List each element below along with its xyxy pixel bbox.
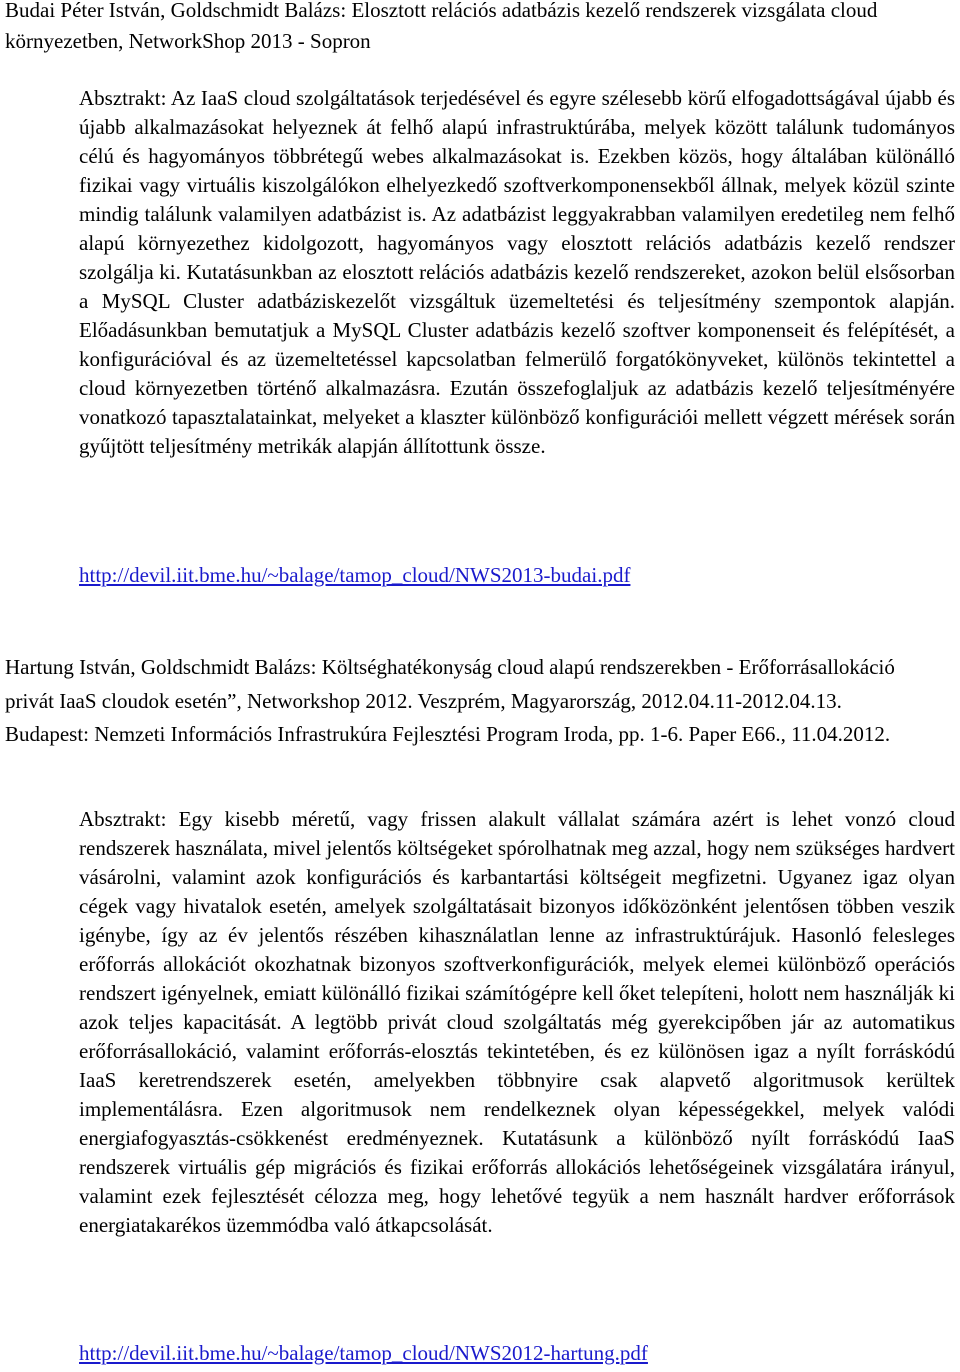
- reference-2-citation: Hartung István, Goldschmidt Balázs: Költséghatékonyság cloud alapú rendszerekben - Erőforrásallokáció privát IaaS cloudok esetén”, Networkshop 2012. Veszprém, Magyarország, 2012.04.11-2012.04.13. Budapest: Nemzeti Információs Infrastrukúra Fejlesztési Program Iroda, pp. 1-6. Paper E66., 11.04.2012.: [5, 655, 895, 746]
- reference-1-citation: Budai Péter István, Goldschmidt Balázs: Elosztott relációs adatbázis kezelő rendszerek vizsgálata cloud környezetben, NetworkShop 2013 - Sopron: [5, 0, 878, 53]
- reference-1-abstract: Absztrakt: Az IaaS cloud szolgáltatások terjedésével és egyre szélesebb körű elfogadottságával újabb és újabb alkalmazásokat helyeznek át felhő alapú infrastruktúrába, melyek között találunk tudományos célú és hagyományos többrétegű webes alkalmazásokat is. Ezekben közös, hogy általában különálló fizikai vagy virtuális kiszolgálókon elhelyezkedő szoftverkomponensekből állnak, melyek közül szinte mindig találunk valamilyen adatbázist is. Az adatbázist leggyakrabban valamilyen eredetileg nem felhő alapú környezethez kidolgozott, hagyományos vagy elosztott relációs adatbázis kezelő rendszer szolgálja ki. Kutatásunkban az elosztott relációs adatbázis kezelő rendszereket, azokon belül elsősorban a MySQL Cluster adatbáziskezelőt vizsgáltuk üzemeltetési és teljesítmény szempontok alapján. Előadásunkban bemutatjuk a MySQL Cluster adatbázis kezelő szoftver komponenseit és felépítését, a konfigurációval és az üzemeltetéssel kapcsolatban felmerülő forgatókönyveket, különös tekintettel a cloud környezetben történő alkalmazásra. Ezután összefoglaljuk az adatbázis kezelő teljesítményére vonatkozó tapasztalatainkat, melyeket a klaszter különböző konfigurációi mellett végzett mérések során gyűjtött teljesítmény metrikák alapján állítottunk össze.: [79, 86, 955, 458]
- reference-1-link[interactable]: http://devil.iit.bme.hu/~balage/tamop_cloud/NWS2013-budai.pdf: [79, 563, 631, 587]
- reference-2-link[interactable]: http://devil.iit.bme.hu/~balage/tamop_cloud/NWS2012-hartung.pdf: [79, 1341, 648, 1365]
- reference-2-abstract: Absztrakt: Egy kisebb méretű, vagy frissen alakult vállalat számára azért is lehet vonzó cloud rendszerek használata, mivel jelentős költségeket spórolhatnak meg azzal, hogy nem szükséges hardvert vásárolni, valamint azok konfigurációs és karbantartási költségeit megfizetni. Ugyanez igaz olyan cégek vagy hivatalok esetén, amelyek szolgáltatásait bizonyos időközönként jelentősen többen veszik igénybe, így az év jelentős részében kihasználatlan lenne az infrastruktúrájuk. Hasonló felesleges erőforrás allokációt okozhatnak bizonyos szoftverkonfigurációk, melyek elemei különböző operációs rendszert igényelnek, emiatt különálló fizikai számítógépre kell őket telepíteni, holott nem használják ki azok teljes kapacitását. A legtöbb privát cloud szolgáltatás még gyerekcipőben jár az automatikus erőforrásallokáció, valamint erőforrás-elosztás tekintetében, és ez különösen igaz a nyílt forráskódú IaaS keretrendszerek esetén, amelyekben többnyire csak alapvető algoritmusok kerültek implementálásra. Ezen algoritmusok nem rendelkeznek olyan képességekkel, melyek valódi energiafogyasztás-csökkenést eredményeznek. Kutatásunk a különböző nyílt forráskódú IaaS rendszerek virtuális gép migrációs és fizikai erőforrás allokációs lehetőségeinek vizsgálatára irányul, valamint ezek fejlesztését célozza meg, hogy lehetővé tegyük a nem használt hardver erőforrások energiatakarékos üzemmódba való átkapcsolását.: [79, 807, 955, 1237]
